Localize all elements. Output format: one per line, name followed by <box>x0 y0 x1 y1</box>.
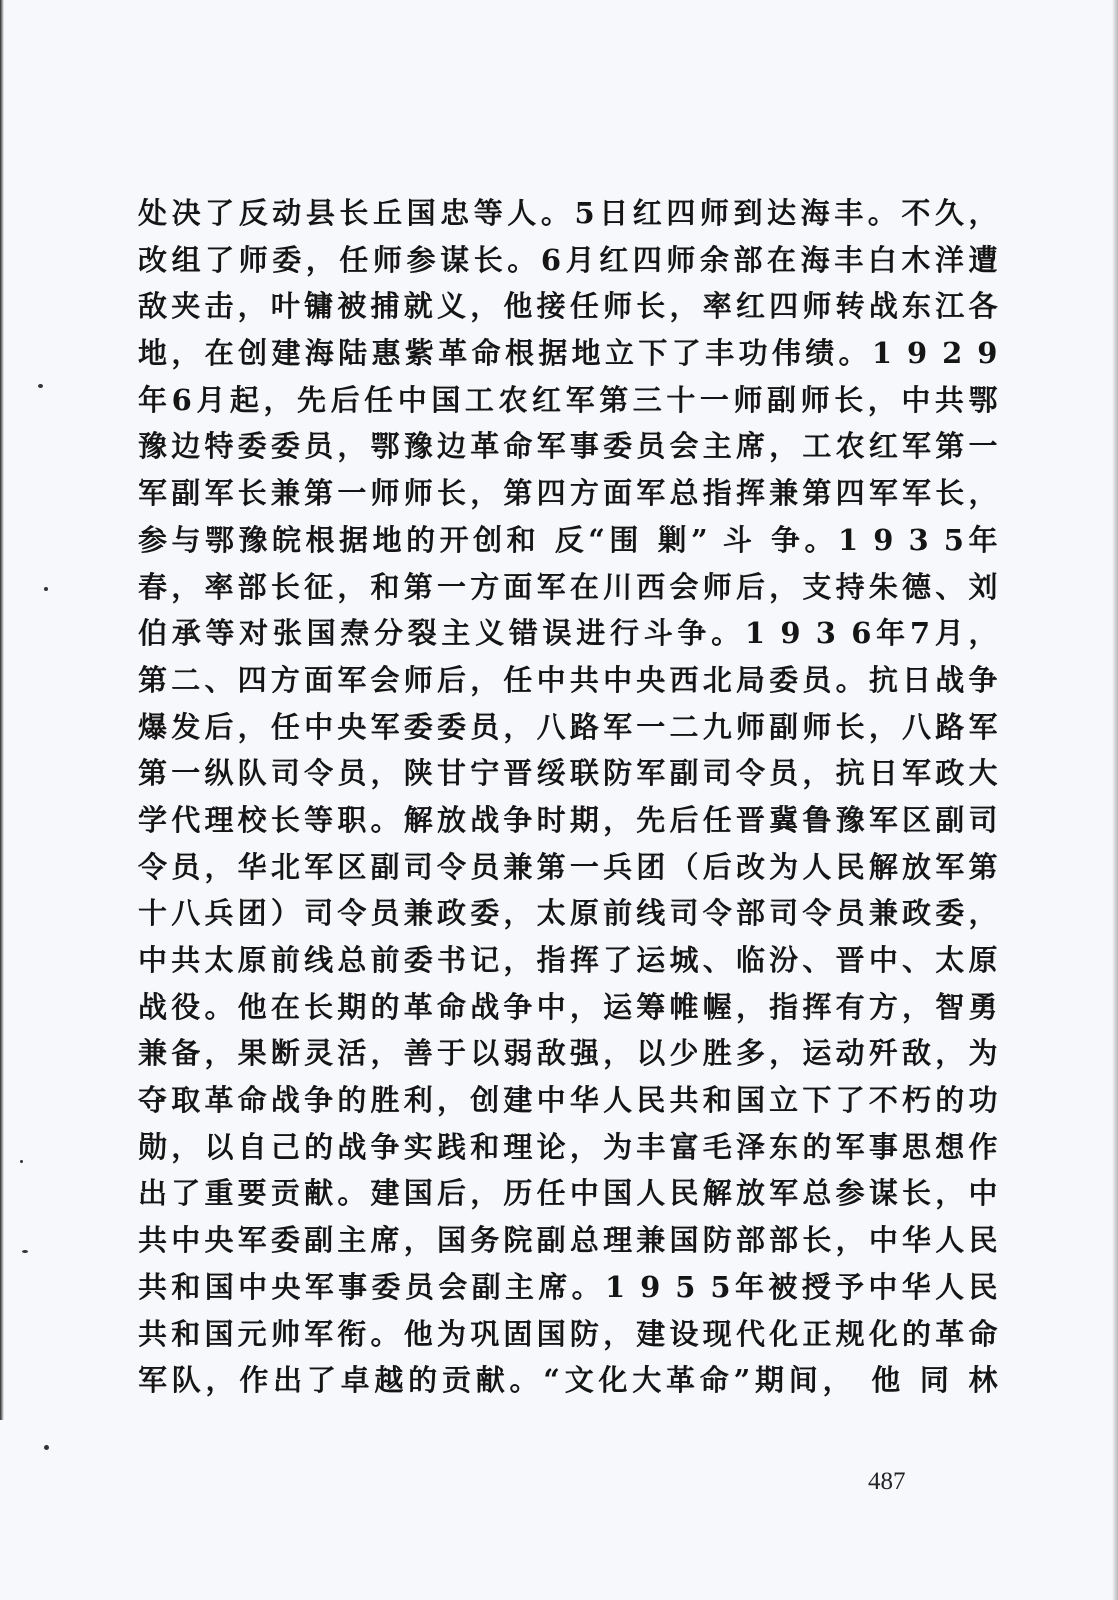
text-line: 夺取革命战争的胜利，创建中华人民共和国立下了不朽的功 <box>138 1083 998 1118</box>
text-line: 春，率部长征，和第一方面军在川西会师后，支持朱德、刘 <box>138 569 998 604</box>
scan-speck <box>20 1160 23 1163</box>
text-line: 出了重要贡献。建国后，历任中国人民解放军总参谋长，中 <box>138 1176 998 1211</box>
text-line: 参与鄂豫皖根据地的开创和 反“围 剿” 斗 争。1 9 3 5年 <box>138 522 998 557</box>
scan-speck <box>44 587 48 591</box>
text-line: 军队，作出了卓越的贡献。“文化大革命”期间， 他 同 林 <box>138 1363 998 1398</box>
text-line: 中共太原前线总前委书记，指挥了运城、临汾、晋中、太原 <box>138 943 998 977</box>
text-line: 兼备，果断灵活，善于以弱敌强，以少胜多，运动歼敌，为 <box>138 1036 998 1071</box>
text-line: 军副军长兼第一师师长，第四方面军总指挥兼第四军军长， <box>138 476 998 511</box>
text-line: 第二、四方面军会师后，任中共中央西北局委员。抗日战争 <box>138 662 998 697</box>
body-text <box>138 190 998 1404</box>
right-edge-shadow <box>1112 0 1118 1600</box>
page-number: 487 <box>868 1468 906 1495</box>
text-line: 共中央军委副主席，国务院副总理兼国防部部长，中华人民 <box>138 1223 998 1258</box>
text-line: 勋，以自己的战争实践和理论，为丰富毛泽东的军事思想作 <box>138 1129 998 1164</box>
text-line: 伯承等对张国焘分裂主义错误进行斗争。1 9 3 6年7月， <box>138 616 998 651</box>
scan-speck <box>44 1445 49 1450</box>
text-line: 爆发后，任中央军委委员，八路军一二九师副师长，八路军 <box>138 709 998 744</box>
scan-speck <box>38 384 43 388</box>
text-line: 十八兵团）司令员兼政委，太原前线司令部司令员兼政委， <box>138 896 998 931</box>
left-edge-shadow <box>0 0 4 1420</box>
scan-speck <box>22 1250 28 1253</box>
text-line: 处决了反动县长丘国忠等人。5日红四师到达海丰。不久， <box>138 196 998 230</box>
text-line: 共和国中央军事委员会副主席。1 9 5 5年被授予中华人民 <box>138 1269 998 1304</box>
text-line: 年6月起，先后任中国工农红军第三十一师副师长，中共鄂 <box>138 382 998 417</box>
text-line: 改组了师委，任师参谋长。6月红四师余部在海丰白木洋遭 <box>138 242 998 277</box>
text-line: 令员，华北军区副司令员兼第一兵团（后改为人民解放军第 <box>138 849 998 884</box>
text-line: 豫边特委委员，鄂豫边革命军事委员会主席，工农红军第一 <box>138 429 998 464</box>
text-line: 第一纵队司令员，陕甘宁晋绥联防军副司令员，抗日军政大 <box>138 756 998 791</box>
text-line: 共和国元帅军衔。他为巩固国防，建设现代化正规化的革命 <box>138 1316 998 1351</box>
text-line: 战役。他在长期的革命战争中，运筹帷幄，指挥有方，智勇 <box>138 989 998 1024</box>
text-line: 学代理校长等职。解放战争时期，先后任晋冀鲁豫军区副司 <box>138 802 998 837</box>
text-line: 敌夹击，叶镛被捕就义，他接任师长，率红四师转战东江各 <box>138 289 998 324</box>
text-line: 地，在创建海陆惠紫革命根据地立下了丰功伟绩。1 9 2 9 <box>138 336 998 371</box>
